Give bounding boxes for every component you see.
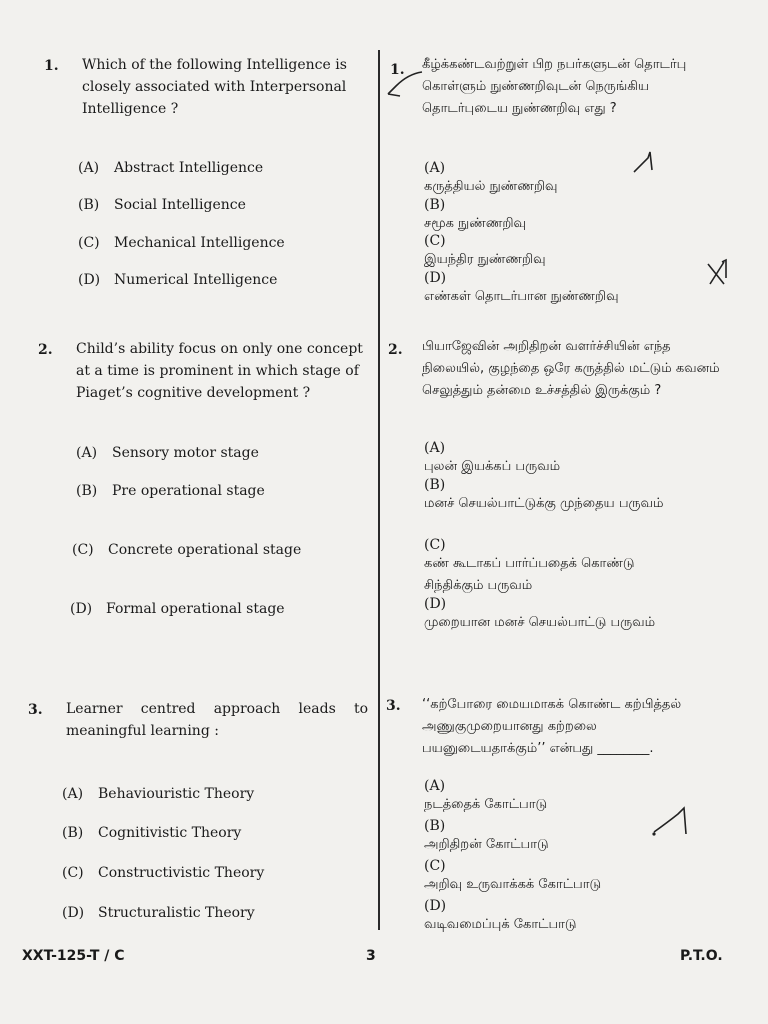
option-b: (B)மனச் செயல்பாட்டுக்கு முந்தைய பருவம் xyxy=(424,477,664,511)
option-c: (C) Constructivistic Theory xyxy=(62,865,265,881)
option-d: (D) Structuralistic Theory xyxy=(62,905,255,921)
page-number: 3 xyxy=(366,948,376,964)
option-b: (B) Cognitivistic Theory xyxy=(62,825,242,841)
option-b: (B)அறிதிறன் கோட்பாடு xyxy=(424,818,549,852)
option-a: (A) Sensory motor stage xyxy=(76,445,259,461)
question-number: 3. xyxy=(386,698,401,714)
handwritten-cross-mark xyxy=(704,256,734,288)
question-number: 1. xyxy=(390,62,405,78)
option-a: (A) Abstract Intelligence xyxy=(78,160,264,176)
question-stem: பியாஜேவின் அறிதிறன் வளர்ச்சியின் எந்த நிலையில், குழந்தை ஒரே கருத்தில் மட்டும் கவனம் செலுத்தும் தன்மை உச்சத்தில் இருக்கும் ? xyxy=(422,339,720,398)
option-c: (C)கண் கூடாகப் பார்ப்பதைக் கொண்டு சிந்திக்கும் பருவம் xyxy=(424,537,635,593)
question-stem: கீழ்க்கண்டவற்றுள் பிற நபர்களுடன் தொடர்பு கொள்ளும் நுண்ணறிவுடன் நெருங்கிய தொடர்புடைய நுண்ணறிவு எது ? xyxy=(422,57,687,116)
question-stem: Child’s ability focus on only one concept at a time is prominent in which stage of Piaget’s cognitive development ? xyxy=(76,341,363,401)
question-number: 1. xyxy=(44,58,59,74)
question-stem: Learner centred approach leads to meaningful learning : xyxy=(66,701,368,739)
option-c: (C) Concrete operational stage xyxy=(72,542,302,558)
question-stem: ‘‘கற்போரை மையமாகக் கொண்ட கற்பித்தல் அணுகுமுறையானது கற்றலை பயனுடையதாக்கும்’’ என்பது ________. xyxy=(422,697,682,756)
option-d: (D) Numerical Intelligence xyxy=(78,272,278,288)
option-a: (A)கருத்தியல் நுண்ணறிவு xyxy=(424,160,558,194)
option-d: (D) Formal operational stage xyxy=(70,601,285,617)
paper-code: XXT-125-T / C xyxy=(22,948,125,964)
option-b: (B) Social Intelligence xyxy=(78,197,246,213)
option-c: (C)இயந்திர நுண்ணறிவு xyxy=(424,233,546,267)
option-c: (C)அறிவு உருவாக்கக் கோட்பாடு xyxy=(424,858,602,892)
option-d: (D)முறையான மனச் செயல்பாட்டு பருவம் xyxy=(424,596,656,630)
option-b: (B) Pre operational stage xyxy=(76,483,265,499)
option-c: (C) Mechanical Intelligence xyxy=(78,235,285,251)
question-number: 2. xyxy=(38,342,53,358)
handwritten-tick-mark xyxy=(386,70,426,98)
handwritten-mark xyxy=(630,148,660,178)
handwritten-mark xyxy=(650,804,694,840)
question-number: 2. xyxy=(388,342,403,358)
option-d: (D)வடிவமைப்புக் கோட்பாடு xyxy=(424,898,577,932)
option-a: (A) Behaviouristic Theory xyxy=(62,786,255,802)
question-number: 3. xyxy=(28,702,43,718)
column-divider xyxy=(378,50,380,930)
option-d: (D)எண்கள் தொடர்பான நுண்ணறிவு xyxy=(424,270,619,304)
option-b: (B)சமூக நுண்ணறிவு xyxy=(424,197,526,231)
question-stem: Which of the following Intelligence is closely associated with Interpersonal Intelligence ? xyxy=(82,57,347,117)
option-a: (A)புலன் இயக்கப் பருவம் xyxy=(424,440,561,474)
pto-label: P.T.O. xyxy=(680,948,723,964)
option-a: (A)நடத்தைக் கோட்பாடு xyxy=(424,778,548,812)
